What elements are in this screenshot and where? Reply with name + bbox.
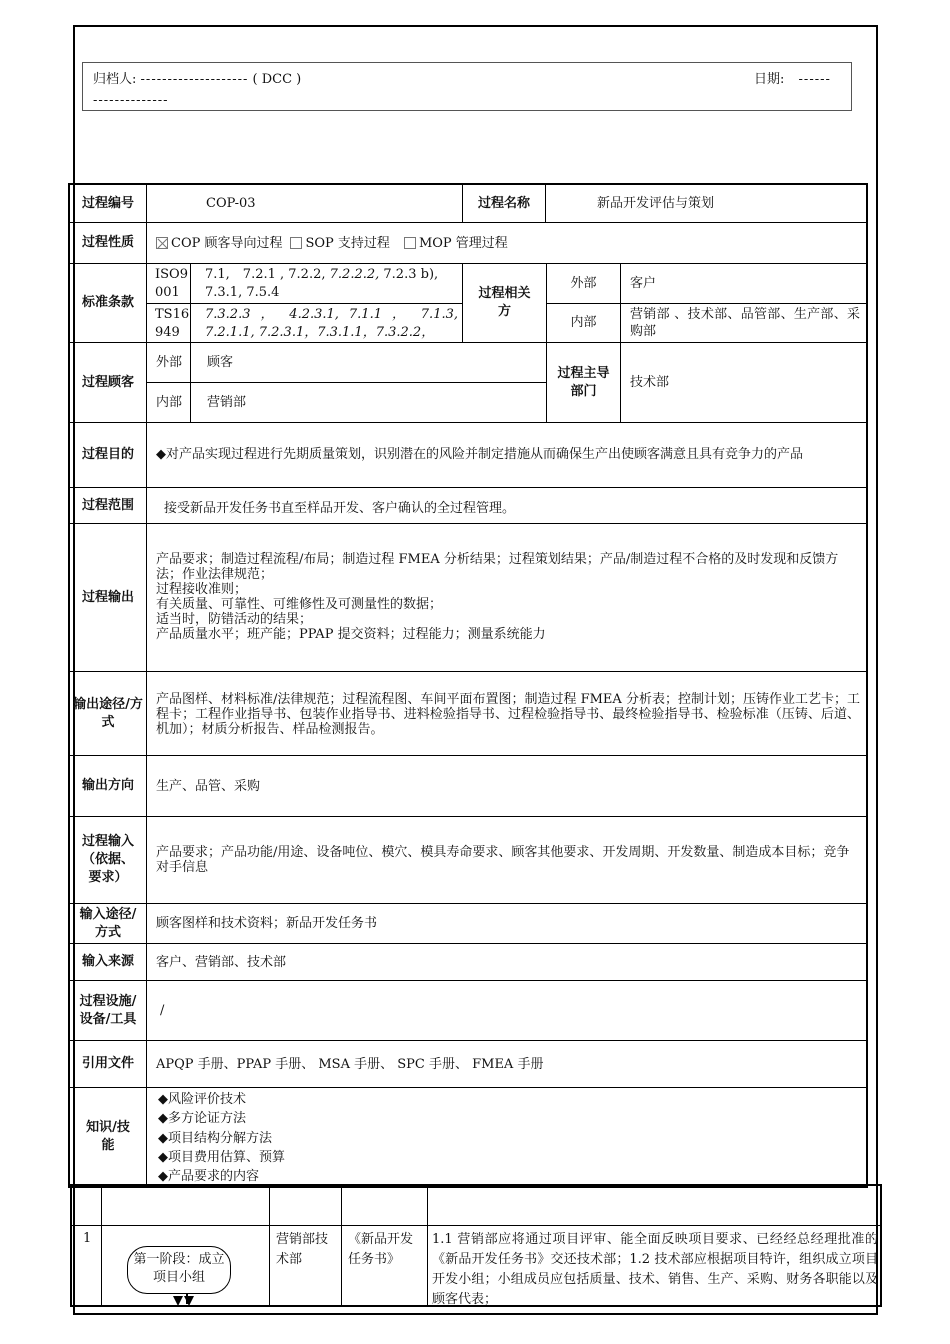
flow-header-cell bbox=[270, 1186, 342, 1226]
checkbox-checked-icon bbox=[156, 237, 168, 249]
customer-internal-label: 内部 bbox=[147, 383, 191, 423]
stakeholder-external-label: 外部 bbox=[547, 264, 621, 304]
archiver-label: 归档人: bbox=[93, 72, 137, 87]
output-label: 过程输出 bbox=[70, 524, 147, 672]
archiver-blank: -------------------- bbox=[140, 72, 249, 87]
nature-option-cop[interactable]: COP 顾客导向过程 bbox=[156, 236, 282, 251]
output-line: 过程接收准则； bbox=[156, 582, 248, 597]
lead-dept-value: 技术部 bbox=[621, 343, 866, 423]
flow-desc: 1.1 营销部应将通过项目评审、能全面反映项目要求、已经经总经理批准的《新品开发任务书》交还技术部；1.2 技术部应根据项目特许，组织成立项目开发小组；小组成员应包括质量、技术、销售、生产、采购、财务各职能以及顾客代表； bbox=[432, 1232, 878, 1307]
stakeholder-external-value: 客户 bbox=[621, 264, 866, 304]
flow-dept: 营销部技术部 bbox=[270, 1226, 342, 1305]
iso-label: ISO9001 bbox=[147, 264, 191, 304]
archive-box bbox=[82, 62, 852, 111]
scope-value: 接受新品开发任务书直至样品开发、客户确认的全过程管理。 bbox=[147, 488, 866, 524]
output-way-value: 产品图样、材料标准/法律规范；过程流程图、车间平面布置图；制造过程 FMEA 分析表；控制计划；压铸作业工艺卡；工程卡；工程作业指导书、包装作业指导书、进料检验指导书、过程检验指导书、最终检验指导书、检验标准（压铸、后道、机加）；材质分析报告、样品检测报告。 bbox=[147, 672, 866, 756]
nature-option-mop[interactable]: MOP 管理过程 bbox=[404, 236, 508, 251]
ts-label: TS16949 bbox=[147, 304, 191, 343]
flow-stage-shape: 第一阶段：成立项目小组 bbox=[127, 1246, 231, 1294]
output-line: 有关质量、可靠性、可维修性及可测量性的数据； bbox=[156, 597, 443, 612]
standard-label: 标准条款 bbox=[70, 264, 147, 343]
flow-step-no: 1 bbox=[72, 1226, 102, 1305]
flow-doc: 《新品开发任务书》 bbox=[342, 1226, 428, 1305]
date-blank: ------ bbox=[798, 72, 831, 87]
skill-list bbox=[147, 1088, 866, 1186]
nature-options bbox=[147, 223, 866, 264]
flow-header-cell bbox=[102, 1186, 270, 1226]
skill-label: 知识/技能 bbox=[70, 1088, 147, 1186]
customer-label: 过程顾客 bbox=[70, 343, 147, 423]
skill-item: ◆多方论证方法 bbox=[158, 1111, 246, 1127]
date-blank-continued: -------------- bbox=[93, 93, 169, 108]
process-name-value: 新品开发评估与策划 bbox=[546, 185, 866, 223]
archiver-row bbox=[93, 68, 301, 87]
output-dir-value: 生产、品管、采购 bbox=[147, 756, 866, 817]
customer-external-label: 外部 bbox=[147, 343, 191, 383]
output-line: 适当时，防错活动的结果； bbox=[156, 612, 313, 627]
input-label: 过程输入（依据、要求） bbox=[70, 817, 147, 904]
output-way-label: 输出途径/方式 bbox=[70, 672, 147, 756]
output-dir-label: 输出方向 bbox=[70, 756, 147, 817]
flow-header-cell bbox=[72, 1186, 102, 1226]
arrow-down-icon bbox=[184, 1296, 194, 1306]
input-value: 产品要求；产品功能/用途、设备吨位、模穴、模具寿命要求、顾客其他要求、开发周期、开发数量、制造成本目标；竞争对手信息 bbox=[147, 817, 866, 904]
output-line: 产品质量水平；班产能；PPAP 提交资料；过程能力；测量系统能力 bbox=[156, 627, 546, 642]
skill-item: ◆产品要求的内容 bbox=[158, 1169, 259, 1185]
process-form-table bbox=[68, 183, 868, 1188]
date-label: 日期: bbox=[754, 72, 785, 87]
purpose-label: 过程目的 bbox=[70, 423, 147, 488]
dcc-label: ( DCC ) bbox=[252, 72, 302, 87]
ref-value: APQP 手册、PPAP 手册、 MSA 手册、 SPC 手册、 FMEA 手册 bbox=[147, 1041, 866, 1088]
skill-item: ◆项目结构分解方法 bbox=[158, 1130, 272, 1146]
ts-clauses: 7.3.2.3 ， 4.2.3.1, 7.1.1 ， 7.1.3, 7.2.1.1, 7.2.3.1，7.3.1.1，7.3.2.2， bbox=[191, 304, 463, 343]
checkbox-icon bbox=[290, 237, 302, 249]
process-name-label: 过程名称 bbox=[463, 185, 546, 223]
arrow-down-icon bbox=[173, 1296, 183, 1306]
output-line: 产品要求；制造过程流程/布局；制造过程 FMEA 分析结果；过程策划结果；产品/制造过程不合格的及时发现和反馈方法；作业法律规范； bbox=[156, 552, 839, 582]
input-way-label: 输入途径/方式 bbox=[70, 904, 147, 944]
skill-item: ◆风险评价技术 bbox=[158, 1092, 246, 1107]
iso-clauses: 7.1, 7.2.1 , 7.2.2, 7.2.2.2, 7.2.3 b), 7.3.1, 7.5.4 bbox=[191, 264, 463, 304]
flow-header-cell bbox=[428, 1186, 880, 1226]
stakeholder-internal-value: 营销部 、技术部、品管部、生产部、采购部 bbox=[621, 304, 866, 343]
customer-internal-value: 营销部 bbox=[191, 383, 547, 423]
output-value bbox=[147, 524, 866, 672]
stakeholder-label: 过程相关方 bbox=[463, 264, 547, 343]
input-way-value: 顾客图样和技术资料；新品开发任务书 bbox=[147, 904, 866, 944]
process-no-value: COP-03 bbox=[147, 185, 463, 223]
checkbox-icon bbox=[404, 237, 416, 249]
purpose-value: ◆对产品实现过程进行先期质量策划，识别潜在的风险并制定措施从而确保生产出使顾客满意且具有竞争力的产品 bbox=[147, 423, 866, 488]
input-src-value: 客户、营销部、技术部 bbox=[147, 944, 866, 981]
facility-label: 过程设施/设备/工具 bbox=[70, 981, 147, 1041]
lead-dept-label: 过程主导部门 bbox=[547, 343, 621, 423]
input-src-label: 输入来源 bbox=[70, 944, 147, 981]
scope-label: 过程范围 bbox=[70, 488, 147, 524]
nature-label: 过程性质 bbox=[70, 223, 147, 264]
nature-option-sop[interactable]: SOP 支持过程 bbox=[290, 236, 389, 251]
facility-value: / bbox=[147, 981, 866, 1041]
skill-item: ◆项目费用估算、预算 bbox=[158, 1149, 285, 1165]
date-row bbox=[754, 68, 831, 87]
stakeholder-internal-label: 内部 bbox=[547, 304, 621, 343]
process-no-label: 过程编号 bbox=[70, 185, 147, 223]
customer-external-value: 顾客 bbox=[191, 343, 547, 383]
ref-label: 引用文件 bbox=[70, 1041, 147, 1088]
flow-header-cell bbox=[342, 1186, 428, 1226]
